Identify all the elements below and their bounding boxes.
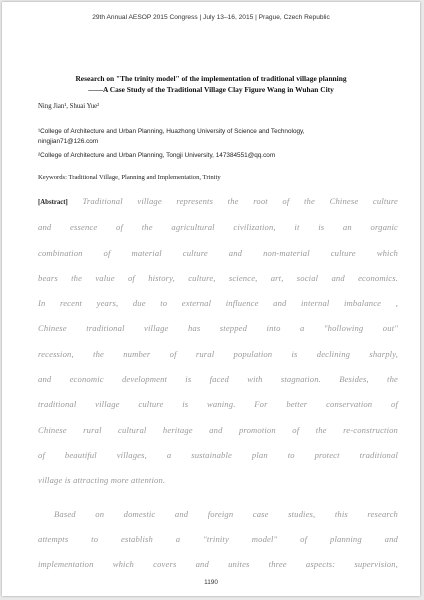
abstract-p2-line-3: implementation which covers and unites three aspects: supervision, (38, 559, 398, 570)
abstract-line (38, 189, 398, 215)
abstract-line-8: and economic development is faced with stagnation. Besides, the (38, 374, 398, 385)
running-header: 29th Annual AESOP 2015 Congress | July 13–16, 2015 | Prague, Czech Republic (92, 14, 330, 21)
affiliation-2 (38, 151, 396, 161)
abstract-line-7: recession, the number of rural population is declining sharply, (38, 348, 398, 359)
abstract-line-5: In recent years, due to external influence and internal imbalance , (38, 298, 398, 309)
abstract-line-2: and essence of the agricultural civilization, it is an organic (38, 222, 398, 233)
paragraph-gap (38, 494, 398, 502)
abstract-line-3: combination of material culture and non-material culture which (38, 247, 398, 258)
affiliation-1 (38, 127, 396, 147)
abstract-line-9: traditional village culture is waning. For better conservation of (38, 399, 398, 410)
page-number: 1190 (204, 579, 218, 586)
abstract-p2-line-2: attempts to establish a "trinity model" of planning and (38, 533, 398, 544)
title-line-1: Research on "The trinity model" of the implementation of traditional village planning (75, 74, 347, 83)
keywords: Keywords: Traditional Village, Planning and Implementation, Trinity (38, 174, 221, 181)
title-line-2: ——A Case Study of the Traditional Village Clay Figure Wang in Wuhan City (88, 85, 334, 94)
abstract (38, 189, 398, 577)
affiliation-1-line-2: ningjian71@126.com (38, 138, 99, 145)
abstract-line-10: Chinese rural cultural heritage and promotion of the re-construction (38, 424, 398, 435)
abstract-p2-line-1: Based on domestic and foreign case studies, this research (54, 508, 398, 519)
affiliation-1-line-1: ¹College of Architecture and Urban Planning, Huazhong University of Science and Technology, (38, 128, 305, 135)
abstract-line-4: bears the value of history, culture, science, art, social and economics. (38, 272, 398, 283)
abstract-label: [Abstract] (38, 199, 68, 206)
affiliation-2-line-1: ²College of Architecture and Urban Planning, Tongji University, 147384551@qq.com (38, 152, 276, 159)
document-page (2, 2, 420, 596)
abstract-line-11: of beautiful villages, a sustainable plan to protect traditional (38, 449, 398, 460)
abstract-line-1: Traditional village represents the root of the Chinese culture (82, 196, 398, 206)
abstract-line-6: Chinese traditional village has stepped into a "hollowing out" (38, 323, 398, 334)
paper-title (20, 73, 402, 95)
author-list: Ning Jian¹, Shuai Yue² (38, 103, 100, 110)
abstract-line-12: village is attracting more attention. (38, 475, 166, 486)
